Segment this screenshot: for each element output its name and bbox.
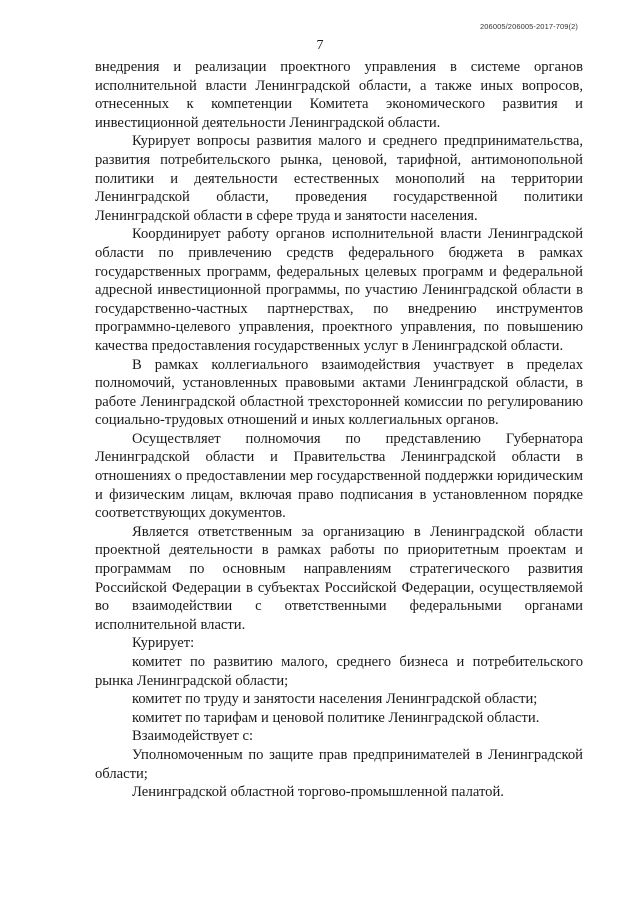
paragraph-supervises-issues: Курирует вопросы развития малого и среднего предпринимательства, развития потребительского рынка, ценовой, тарифной, антимонопольной политики и деятельности естественных монополий на территории Ленинградской области, проведения государственной политики Ленинградской области в сфере труда и занятости населения. [95,133,583,224]
paragraph-coordinates: Координирует работу органов исполнительной власти Ленинградской области по привлечению средств федерального бюджета в рамках государственных программ, федеральных целевых программ и федеральной адресной инвестиционной программы, по участию Ленинградской области в государственно-частных партнерствах, по внедрению инструментов программно-целевого управления, проектного управления, по повышению качества предоставления государственных услуг в Ленинградской области. [95,226,583,354]
paragraph-collegial: В рамках коллегиального взаимодействия участвует в пределах полномочий, установленных правовыми актами Ленинградской области, в работе Ленинградской областной трехсторонней комиссии по регулированию социально-трудовых отношений и иных коллегиальных органов. [95,356,583,429]
interacts-heading: Взаимодействует с: [132,728,253,745]
paragraph-continuation: внедрения и реализации проектного управления в системе органов исполнительной власти Ленинградской области, а также иных вопросов, отнесенных к компетенции Комитета экономического развития и инвестиционной деятельности Ленинградской области. [95,59,583,131]
supervised-committee: комитет по труду и занятости населения Ленинградской области; [132,691,538,708]
supervises-heading: Курирует: [132,635,195,652]
paragraph-authority: Осуществляет полномочия по представлению Губернатора Ленинградской области и Правительства Ленинградской области в отношениях о предоставлении мер государственной поддержки юридическим и физическим лицам, включая право подписания в установленном порядке соответствующих документов. [95,430,583,522]
document-id: 206005/206005-2017-709(2) [480,22,578,31]
paragraph-responsible: Является ответственным за организацию в Ленинградской области проектной деятельности в рамках работы по приоритетным проектам и программам по основным направлениям стратегического развития Российской Федерации в субъектах Российской Федерации, осуществляемой во взаимодействии с ответственными федеральными органами исполнительной власти. [95,523,583,633]
interaction-partner: Ленинградской областной торгово-промышленной палатой. [132,784,504,801]
document-body [95,58,583,802]
page-number: 7 [316,38,324,53]
interaction-partner: Уполномоченным по защите прав предпринимателей в Ленинградской области; [95,746,583,782]
supervised-committee: комитет по тарифам и ценовой политике Ленинградской области. [132,709,540,726]
supervised-committee: комитет по развитию малого, среднего бизнеса и потребительского рынка Ленинградской области; [95,654,583,689]
